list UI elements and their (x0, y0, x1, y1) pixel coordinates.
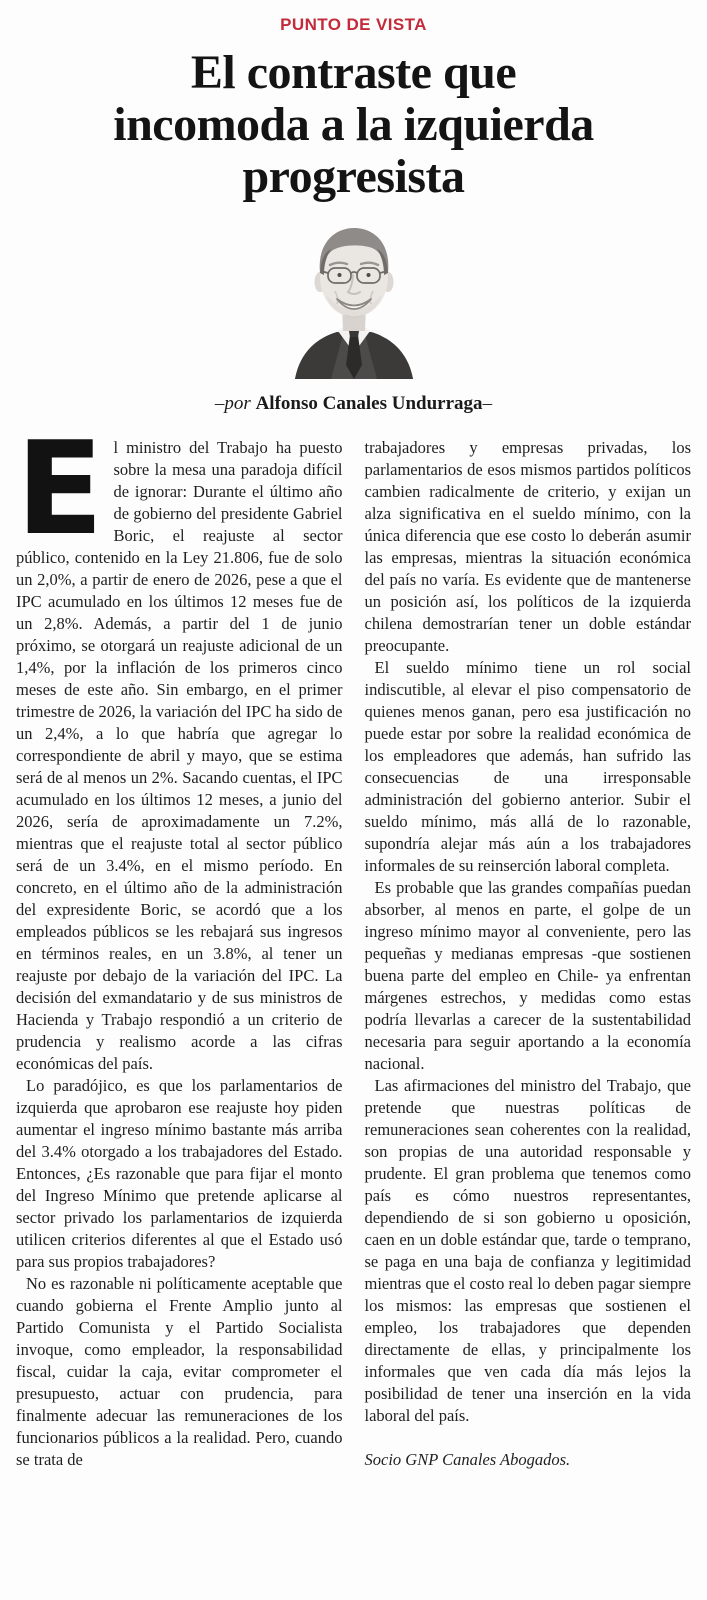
column-1 (16, 415, 343, 1471)
paragraph: trabajadores y empresas privadas, los parlamentarios de esos mismos partidos políticos cambien radicalmente de criterio, y exijan un alza significativa en el sueldo mínimo, con la única diferencia que ese costo lo deberán asumir las empresas, mientras la situación económica del país no varía. Es evidente que de mantenerse un posición así, los políticos de la izquierda chilena demostrarían tener un doble estándar preocupante. (364, 438, 691, 655)
byline-prefix: –por (214, 393, 256, 414)
paragraph: El ministro del Trabajo ha puesto sobre la mesa una paradoja difícil de ignorar: Durante el último año de gobierno del presidente Gabriel Boric, el reajuste al sector público, contenido en la Ley 21.806, fue de solo un 2,0%, a partir de enero de 2026, pese a que el IPC acumulado en los últimos 12 meses fue de un 2,8%. Además, a partir del 1 de junio próximo, se otorgará un reajuste adicional de un 1,4%, por la inflación de los primeros cinco meses de este año. Sin embargo, en el primer trimestre de 2026, la variación del IPC ha sido de un 2,4%, a lo que habría que agregar lo correspondiente de abril y mayo, que se estima será de al menos un 2%. Sacando cuentas, el IPC acumulado en los últimos 12 meses, a junio del 2026, sería de aproximadamente un 7.2%, mientras que el reajuste total al sector público será de un 3.4%, en el mismo período. En concreto, en el último año de la administración del expresidente Boric, se acordó que a los empleados públicos se les rebajará sus ingresos en términos reales, en un 3.8%, al tener un reajuste por debajo de la variación del IPC. La decisión del exmandatario y de sus ministros de Hacienda y Trabajo respondió a un criterio de prudencia y realismo acorde a las cifras económicas del país. (16, 415, 343, 1073)
byline (0, 393, 707, 415)
headline (0, 47, 707, 203)
author-signature: Socio GNP Canales Abogados. (364, 1450, 571, 1469)
paragraph: Las afirmaciones del ministro del Trabajo, que pretende que nuestras políticas de remuneraciones sean coherentes con la realidad, son propias de una autoridad responsable y prudente. El gran problema que tenemos como país es cómo nuestros representantes, dependiendo de si son gobierno u oposición, caen en un doble estándar que, tarde o temprano, se paga en una baja de confianza y legitimidad mientras que el costo real lo deben pagar siempre los mismos: las empresas que sostienen el empleo, los trabajadores que dependen directamente de ellas, y principalmente los informales que ven cada día más lejos la posibilidad de tener una inserción en la vida laboral del país. (364, 1076, 691, 1425)
author-portrait-photo (279, 219, 429, 379)
article-body (0, 415, 707, 1471)
byline-suffix: – (482, 393, 493, 414)
drop-cap: E (16, 415, 104, 564)
author-portrait (279, 219, 429, 379)
paragraph: El sueldo mínimo tiene un rol social indiscutible, al elevar el piso compensatorio de quienes menos ganan, pero esa justificación no puede estar por sobre la realidad económica de los empleadores que además, han sufrido las consecuencias de una irresponsable administración del gobierno anterior. Subir el sueldo mínimo, más allá de lo razonable, supondría alejar más aún a los trabajadores informales de su reinserción laboral completa. (364, 658, 691, 875)
headline-line-1: El contraste que (190, 46, 517, 99)
headline-line-2: incomoda a la izquierda (113, 98, 594, 151)
paragraph: Es probable que las grandes compañías puedan absorber, al menos en parte, el golpe de un ingreso mínimo mayor al conveniente, pero las pequeñas y medianas empresas -que sostienen buena parte del empleo en Chile- ya enfrentan márgenes estrechos, y medidas como estas podría llevarlas a carecer de la sustentabilidad necesaria para seguir aportando a la economía nacional. (364, 878, 691, 1073)
column-2 (365, 437, 692, 1471)
byline-author: Alfonso Canales Undurraga (255, 393, 483, 414)
headline-line-3: progresista (242, 150, 465, 203)
paragraph: No es razonable ni políticamente aceptable que cuando gobierna el Frente Amplio junto al Partido Comunista y el Partido Socialista invoque, como empleador, la responsabilidad fiscal, cuidar la caja, evitar comprometer el presupuesto, actuar con prudencia, para finalmente adecuar las remuneraciones de los funcionarios públicos a la realidad. Pero, cuando se trata de (16, 1274, 343, 1469)
paragraph: Lo paradójico, es que los parlamentarios de izquierda que aprobaron ese reajuste hoy piden aumentar el ingreso mínimo bastante más arriba del 3.4% otorgado a los trabajadores del Estado. Entonces, ¿Es razonable que para fijar el monto del Ingreso Mínimo que pretende aplicarse al sector privado los parlamentarios de izquierda utilicen criterios diferentes al que el Estado usó para sus propios trabajadores? (16, 1076, 343, 1271)
section-kicker: PUNTO DE VISTA (280, 15, 427, 34)
